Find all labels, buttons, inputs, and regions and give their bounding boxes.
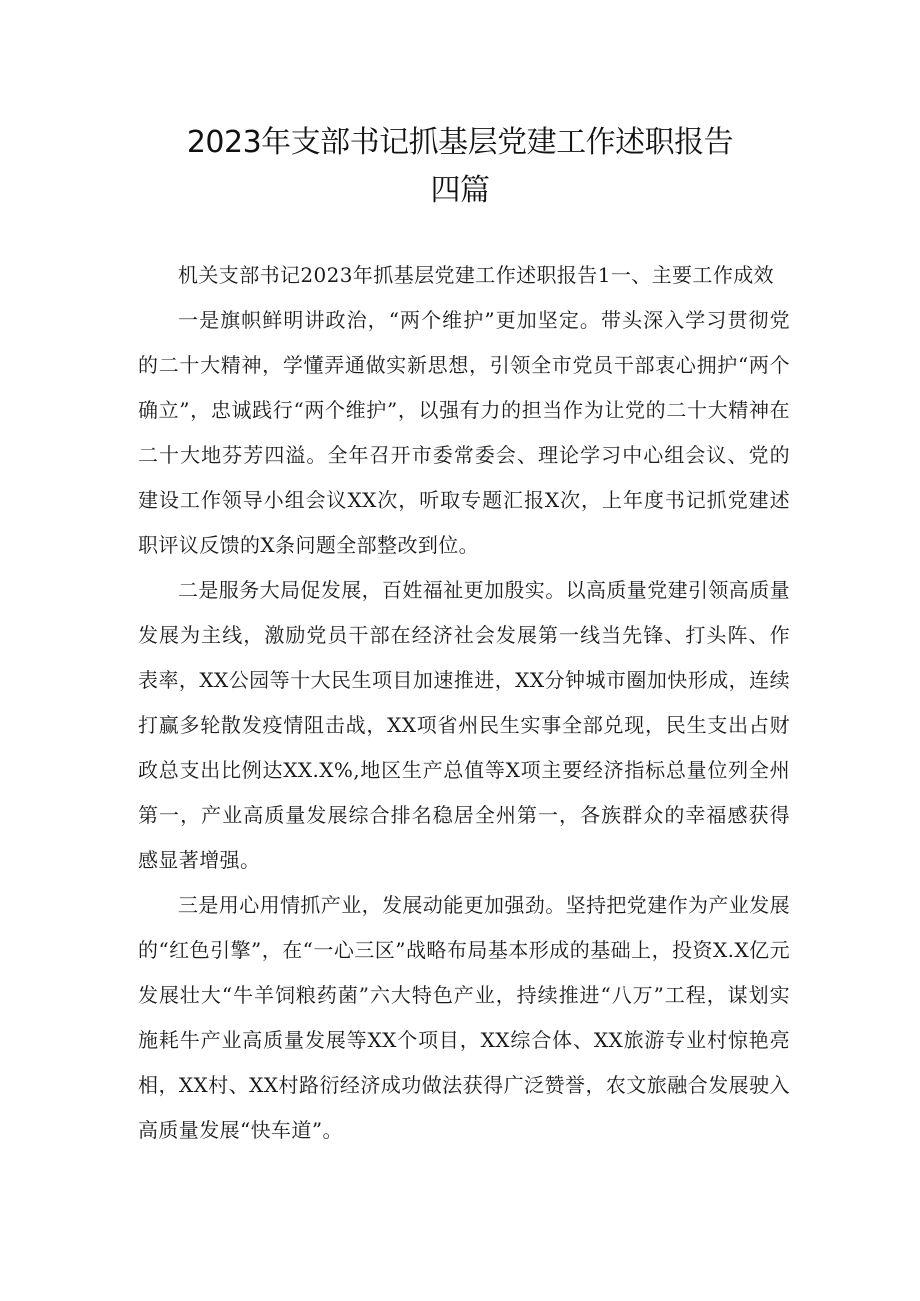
paragraph-development: 二是服务大局促发展，百姓福祉更加殷实。以高质量党建引领高质量发展为主线，激励党员干部在经济社会发展第一线当先锋、打头阵、作表率，XX公园等十大民生项目加速推进，XX分钟城市圈加快形成，连续打赢多轮散发疫情阻击战，XX项省州民生实事全部兑现，民生支出占财政总支出比例达XX.X%,地区生产总值等X项主要经济指标总量位列全州第一，产业高质量发展综合排名稳居全州第一，各族群众的幸福感获得感显著增强。 — [138, 578, 790, 872]
document-title-line-1: 2023年支部书记抓基层党建工作述职报告 — [186, 125, 734, 160]
paragraph-heading: 机关支部书记2023年抓基层党建工作述职报告1一、主要工作成效 — [178, 263, 775, 287]
paragraph-industry: 三是用心用情抓产业，发展动能更加强劲。坚持把党建作为产业发展的“红色引擎”，在“一心三区”战略布局基本形成的基础上，投资X.X亿元发展壮大“牛羊饲粮药菌”六大特色产业，持续推进“八万”工程，谋划实施耗牛产业高质量发展等XX个项目，XX综合体、XX旅游专业村惊艳亮相，XX村、XX村路衍经济成功做法获得广泛赞誉，农文旅融合发展驶入高质量发展“快车道”。 — [138, 893, 790, 1142]
document-body — [138, 253, 790, 1153]
paragraph-politics: 一是旗帜鲜明讲政治，“两个维护”更加坚定。带头深入学习贯彻党的二十大精神，学懂弄通做实新思想，引领全市党员干部衷心拥护“两个确立”，忠诚践行“两个维护”，以强有力的担当作为让党的二十大精神在二十大地芬芳四溢。全年召开市委常委会、理论学习中心组会议、党的建设工作领导小组会议XX次，听取专题汇报X次，上年度书记抓党建述职评议反馈的X条问题全部整改到位。 — [138, 308, 790, 557]
document-title-line-2: 四篇 — [430, 173, 490, 208]
